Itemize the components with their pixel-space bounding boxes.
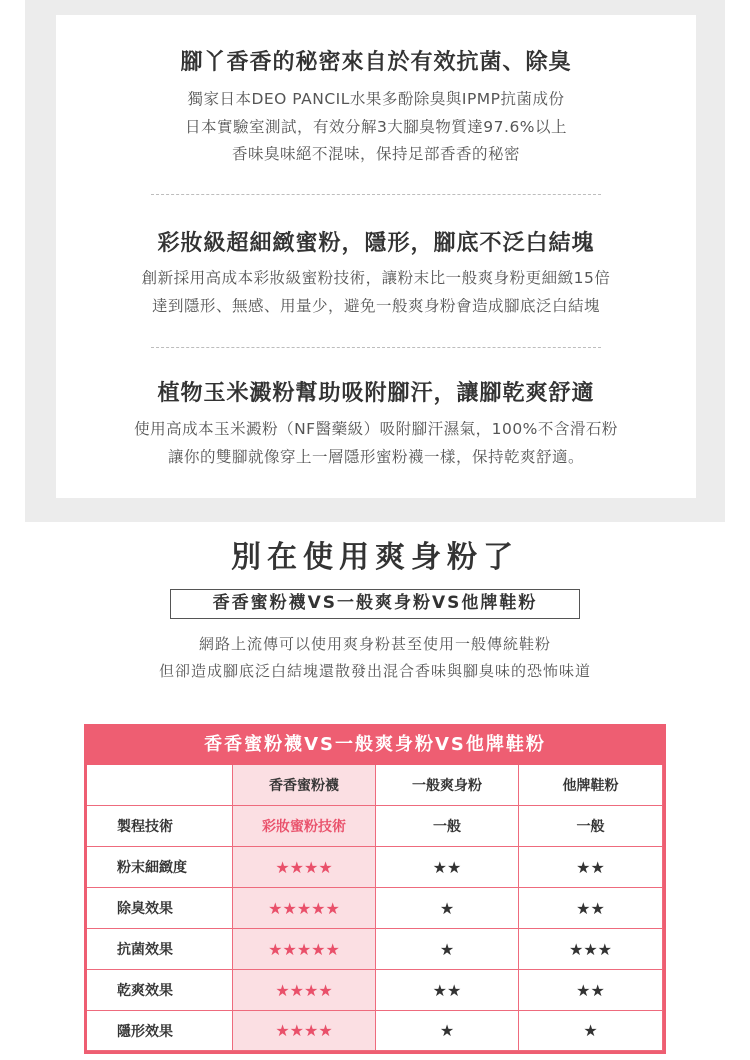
table-row-label: 粉末細緻度 bbox=[87, 847, 233, 888]
vs-label-box: 香香蜜粉襪VS一般爽身粉VS他牌鞋粉 bbox=[170, 589, 580, 619]
table-row-label: 除臭效果 bbox=[87, 888, 233, 929]
star-rating: ★ bbox=[376, 1011, 519, 1051]
features-card bbox=[56, 15, 696, 498]
star-rating: ★★ bbox=[376, 847, 519, 888]
star-rating: ★ bbox=[376, 888, 519, 929]
table-row-label: 抗菌效果 bbox=[87, 929, 233, 970]
feature-3-title: 植物玉米澱粉幫助吸附腳汗，讓腳乾爽舒適 bbox=[157, 381, 595, 406]
divider bbox=[151, 347, 601, 348]
feature-1-title: 腳丫香香的秘密來自於有效抗菌、除臭 bbox=[180, 50, 572, 75]
table-cell: 彩妝蜜粉技術 bbox=[233, 806, 376, 847]
table-column-header: 一般爽身粉 bbox=[376, 765, 519, 806]
intro-line-2: 但卻造成腳底泛白結塊還散發出混合香味與腳臭味的恐怖味道 bbox=[158, 662, 591, 680]
star-rating: ★★★★ bbox=[233, 1011, 376, 1051]
star-rating: ★★ bbox=[519, 888, 663, 929]
feature-2-body bbox=[56, 265, 696, 320]
feature-1-line-1: 獨家日本DEO PANCIL水果多酚除臭與IPMP抗菌成份 bbox=[187, 90, 565, 108]
comparison-intro bbox=[0, 631, 750, 685]
table-row-label: 乾爽效果 bbox=[87, 970, 233, 1011]
table-column-header: 他牌鞋粉 bbox=[519, 765, 663, 806]
intro-line-1: 網路上流傳可以使用爽身粉甚至使用一般傳統鞋粉 bbox=[198, 635, 551, 653]
feature-1-line-2: 日本實驗室測試，有效分解3大腳臭物質達97.6%以上 bbox=[184, 117, 568, 136]
table-grid bbox=[87, 765, 663, 1051]
feature-2-line-1: 創新採用高成本彩妝級蜜粉技術，讓粉末比一般爽身粉更細緻15倍 bbox=[141, 269, 611, 287]
comparison-heading: 別在使用爽身粉了 bbox=[231, 540, 519, 575]
table-column-header bbox=[87, 765, 233, 806]
table-column-header: 香香蜜粉襪 bbox=[233, 765, 376, 806]
star-rating: ★ bbox=[376, 929, 519, 970]
table-cell: 一般 bbox=[519, 806, 663, 847]
divider bbox=[151, 194, 601, 195]
star-rating: ★★★★★ bbox=[233, 929, 376, 970]
table-row-label: 隱形效果 bbox=[87, 1011, 233, 1051]
star-rating: ★★ bbox=[376, 970, 519, 1011]
feature-3-body bbox=[56, 416, 696, 471]
feature-1-line-3: 香味臭味絕不混味，保持足部香香的秘密 bbox=[231, 145, 520, 163]
star-rating: ★★★★★ bbox=[233, 888, 376, 929]
table-cell: 一般 bbox=[376, 806, 519, 847]
feature-3-line-2: 讓你的雙腳就像穿上一層隱形蜜粉襪一樣，保持乾爽舒適。 bbox=[167, 447, 584, 466]
star-rating: ★ bbox=[519, 1011, 663, 1051]
table-title: 香香蜜粉襪VS一般爽身粉VS他牌鞋粉 bbox=[204, 734, 546, 755]
feature-1-body bbox=[56, 86, 696, 169]
star-rating: ★★ bbox=[519, 970, 663, 1011]
feature-3-line-1: 使用高成本玉米澱粉（NF醫藥級）吸附腳汗濕氣，100%不含滑石粉 bbox=[134, 420, 618, 438]
feature-2-line-2: 達到隱形、無感、用量少，避免一般爽身粉會造成腳底泛白結塊 bbox=[151, 296, 600, 315]
comparison-table bbox=[84, 724, 666, 1054]
star-rating: ★★★★ bbox=[233, 970, 376, 1011]
star-rating: ★★★★ bbox=[233, 847, 376, 888]
star-rating: ★★ bbox=[519, 847, 663, 888]
feature-2-title: 彩妝級超細緻蜜粉，隱形，腳底不泛白結塊 bbox=[157, 231, 595, 256]
table-row-label: 製程技術 bbox=[87, 806, 233, 847]
star-rating: ★★★ bbox=[519, 929, 663, 970]
